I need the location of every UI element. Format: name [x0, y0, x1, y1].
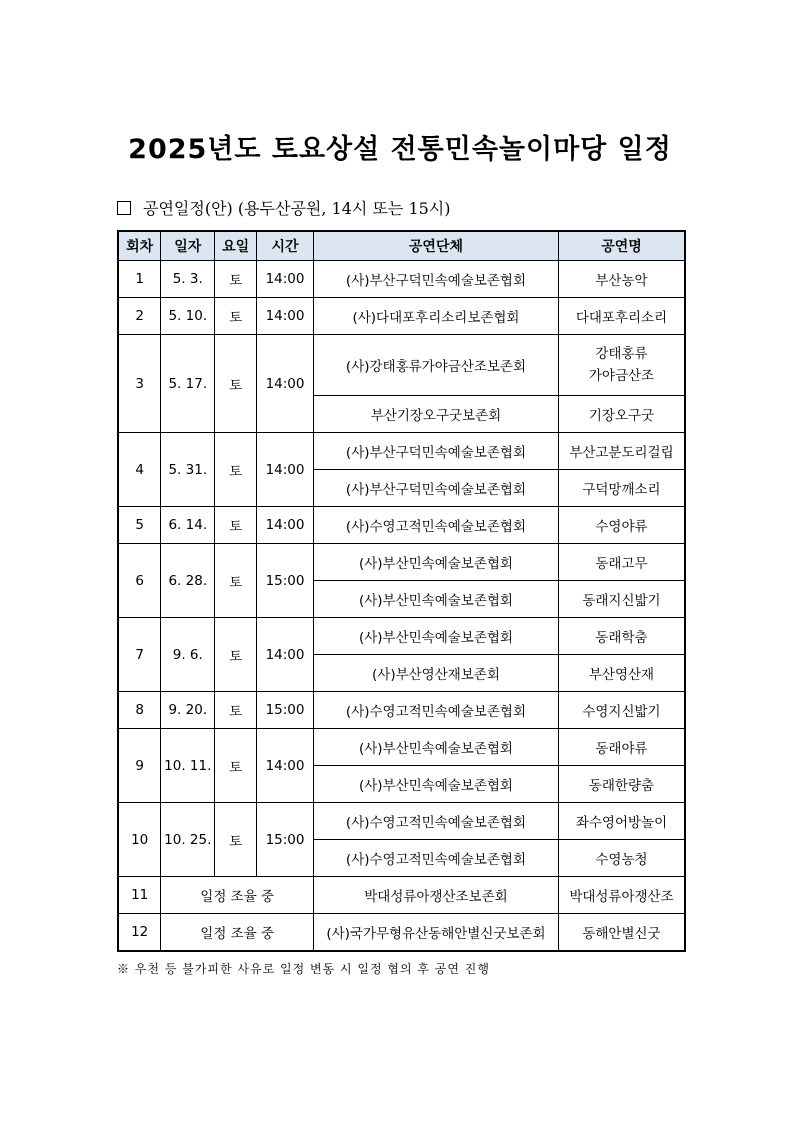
cell-group: (사)부산민속예술보존협회: [313, 766, 558, 803]
cell-time: 14:00: [257, 507, 314, 544]
cell-performance: [558, 335, 685, 396]
performance-line: 가야금산조: [588, 368, 655, 384]
cell-date: 5. 3.: [161, 261, 215, 298]
cell-date: 9. 6.: [161, 618, 215, 692]
cell-performance: 박대성류아쟁산조: [558, 877, 685, 914]
cell-performance: 동래지신밟기: [558, 581, 685, 618]
cell-day: 토: [215, 261, 257, 298]
table-row: [118, 914, 685, 951]
cell-group: (사)부산구덕민속예술보존협회: [313, 261, 558, 298]
cell-round: 2: [118, 298, 161, 335]
cell-performance: 수영지신밟기: [558, 692, 685, 729]
cell-round: 8: [118, 692, 161, 729]
header-round: 회차: [118, 231, 161, 261]
cell-time: 14:00: [257, 729, 314, 803]
cell-time: 15:00: [257, 692, 314, 729]
cell-performance: 수영농청: [558, 840, 685, 877]
cell-group: 박대성류아쟁산조보존회: [313, 877, 558, 914]
cell-time: 14:00: [257, 433, 314, 507]
header-performance: 공연명: [558, 231, 685, 261]
header-day: 요일: [215, 231, 257, 261]
cell-day: 토: [215, 507, 257, 544]
table-row: [118, 618, 685, 655]
cell-performance: 부산농악: [558, 261, 685, 298]
table-header-row: [118, 231, 685, 261]
subtitle-text: 공연일정(안) (용두산공원, 14시 또는 15시): [143, 199, 451, 218]
checkbox-icon: [117, 201, 131, 215]
cell-group: (사)부산구덕민속예술보존협회: [313, 433, 558, 470]
cell-day: 토: [215, 692, 257, 729]
header-time: 시간: [257, 231, 314, 261]
cell-date: 5. 31.: [161, 433, 215, 507]
table-row: [118, 692, 685, 729]
cell-group: (사)부산민속예술보존협회: [313, 544, 558, 581]
cell-schedule: 일정 조율 중: [161, 914, 314, 951]
cell-time: 14:00: [257, 618, 314, 692]
table-row: [118, 261, 685, 298]
cell-date: 5. 10.: [161, 298, 215, 335]
cell-group: (사)부산민속예술보존협회: [313, 729, 558, 766]
cell-group: (사)수영고적민속예술보존협회: [313, 803, 558, 840]
cell-group: (사)부산민속예술보존협회: [313, 581, 558, 618]
cell-time: 15:00: [257, 544, 314, 618]
cell-performance: 동래학춤: [558, 618, 685, 655]
cell-round: 5: [118, 507, 161, 544]
cell-day: 토: [215, 335, 257, 433]
table-row: [118, 803, 685, 840]
table-row: [118, 729, 685, 766]
table-row: [118, 544, 685, 581]
header-group: 공연단체: [313, 231, 558, 261]
cell-performance: 기장오구굿: [558, 396, 685, 433]
cell-performance: 동래한량춤: [558, 766, 685, 803]
schedule-subtitle: [117, 196, 451, 219]
cell-date: 5. 17.: [161, 335, 215, 433]
cell-day: 토: [215, 618, 257, 692]
cell-round: 10: [118, 803, 161, 877]
cell-performance: 동해안별신굿: [558, 914, 685, 951]
footnote: ※ 우천 등 불가피한 사유로 일정 변동 시 일정 협의 후 공연 진행: [117, 962, 490, 976]
cell-round: 4: [118, 433, 161, 507]
cell-performance: 동래야류: [558, 729, 685, 766]
schedule-table: [117, 230, 686, 952]
cell-round: 6: [118, 544, 161, 618]
cell-round: 7: [118, 618, 161, 692]
cell-performance: 부산영산재: [558, 655, 685, 692]
cell-group: (사)수영고적민속예술보존협회: [313, 840, 558, 877]
header-date: 일자: [161, 231, 215, 261]
cell-schedule: 일정 조율 중: [161, 877, 314, 914]
page-title: 2025년도 토요상설 전통민속놀이마당 일정: [128, 134, 672, 165]
cell-performance: 동래고무: [558, 544, 685, 581]
cell-group: (사)강태홍류가야금산조보존회: [313, 335, 558, 396]
cell-time: 14:00: [257, 298, 314, 335]
cell-round: 1: [118, 261, 161, 298]
table-row: [118, 507, 685, 544]
cell-round: 12: [118, 914, 161, 951]
cell-date: 10. 11.: [161, 729, 215, 803]
table-row: [118, 335, 685, 396]
cell-date: 10. 25.: [161, 803, 215, 877]
cell-group: (사)수영고적민속예술보존협회: [313, 507, 558, 544]
cell-group: (사)수영고적민속예술보존협회: [313, 692, 558, 729]
cell-day: 토: [215, 544, 257, 618]
cell-date: 6. 28.: [161, 544, 215, 618]
cell-group: (사)국가무형유산동해안별신굿보존회: [313, 914, 558, 951]
cell-performance: 구덕망깨소리: [558, 470, 685, 507]
cell-performance: 좌수영어방놀이: [558, 803, 685, 840]
cell-day: 토: [215, 298, 257, 335]
cell-group: (사)부산민속예술보존협회: [313, 618, 558, 655]
cell-performance: 부산고분도리걸립: [558, 433, 685, 470]
cell-performance: 다대포후리소리: [558, 298, 685, 335]
cell-group: 부산기장오구굿보존회: [313, 396, 558, 433]
cell-group: (사)다대포후리소리보존협회: [313, 298, 558, 335]
cell-round: 3: [118, 335, 161, 433]
cell-group: (사)부산영산재보존회: [313, 655, 558, 692]
cell-time: 14:00: [257, 335, 314, 433]
cell-round: 9: [118, 729, 161, 803]
cell-day: 토: [215, 729, 257, 803]
cell-performance: 수영야류: [558, 507, 685, 544]
cell-group: (사)부산구덕민속예술보존협회: [313, 470, 558, 507]
cell-time: 15:00: [257, 803, 314, 877]
cell-day: 토: [215, 433, 257, 507]
cell-date: 9. 20.: [161, 692, 215, 729]
cell-time: 14:00: [257, 261, 314, 298]
cell-date: 6. 14.: [161, 507, 215, 544]
table-row: [118, 877, 685, 914]
performance-line: 강태홍류: [595, 346, 648, 362]
table-row: [118, 298, 685, 335]
cell-day: 토: [215, 803, 257, 877]
cell-round: 11: [118, 877, 161, 914]
table-row: [118, 433, 685, 470]
